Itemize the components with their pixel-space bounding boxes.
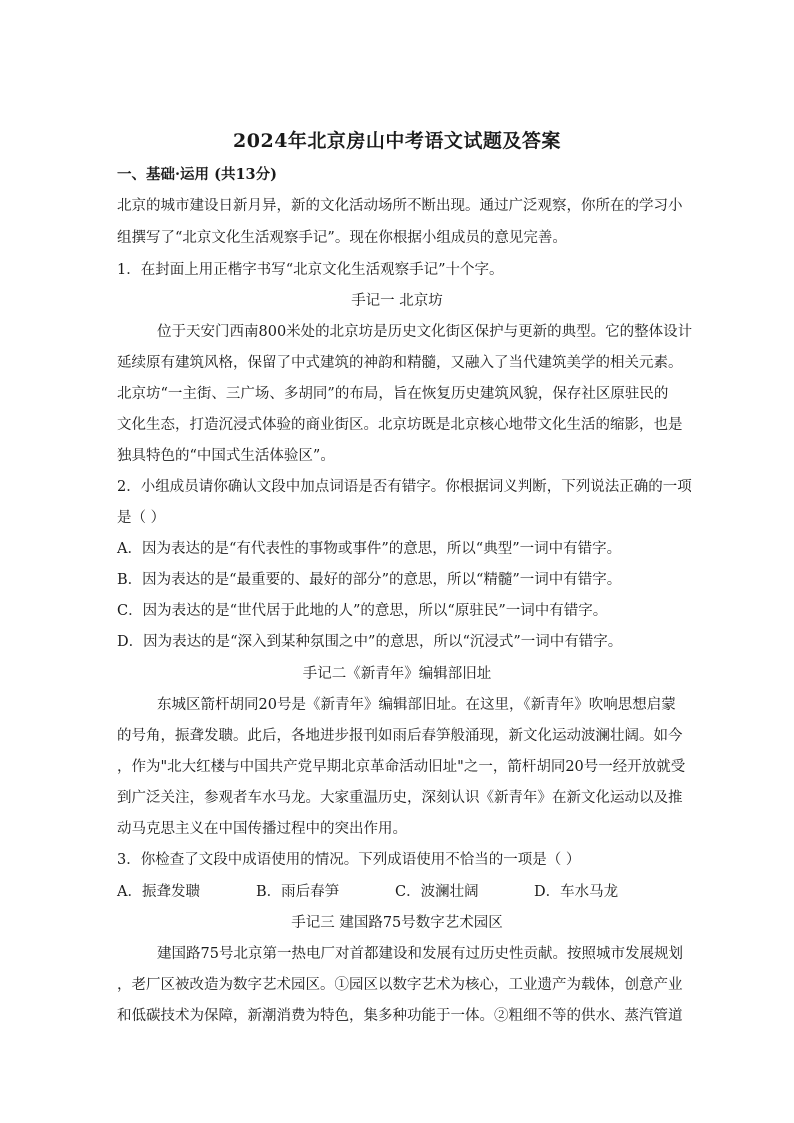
note-3-line-3: 和低碳技术为保障，新潮消费为特色，集多种功能于一体。②粗细不等的供水、蒸汽管道: [117, 1008, 683, 1024]
q3-option-b: B．雨后春笋: [256, 884, 340, 900]
q2-option-c: C．因为表达的是“世代居于此地的人”的意思，所以“原驻民”一词中有错字。: [117, 603, 608, 619]
q2-option-b: B．因为表达的是“最重要的、最好的部分”的意思，所以“精髓”一词中有错字。: [117, 572, 622, 588]
note-1-title: 手记一 北京坊: [351, 293, 443, 309]
q3-option-c: C．波澜壮阔: [395, 884, 479, 900]
note-1-line-4: 文化生态，打造沉浸式体验的商业街区。北京坊既是北京核心地带文化生活的缩影，也是: [117, 417, 683, 433]
note-1-line-2: 延续原有建筑风格，保留了中式建筑的神韵和精髓，又融入了当代建筑美学的相关元素。: [117, 355, 683, 371]
intro-line-1: 北京的城市建设日新月异，新的文化活动场所不断出现。通过广泛观察，你所在的学习小: [117, 198, 683, 214]
question-3: 3．你检查了文段中成语使用的情况。下列成语使用不恰当的一项是（ ）: [117, 852, 581, 868]
note-1-line-3: 北京坊“一主街、三广场、多胡同”的布局，旨在恢复历史建筑风貌，保存社区原驻民的: [117, 386, 669, 402]
note-2-line-5: 动马克思主义在中国传播过程中的突出作用。: [117, 821, 407, 837]
note-2-line-1: 东城区箭杆胡同20号是《新青年》编辑部旧址。在这里，《新青年》吹响思想启蒙: [157, 697, 676, 713]
note-3-line-2: ，老厂区被改造为数字艺术园区。①园区以数字艺术为核心，工业遗产为载体，创意产业: [117, 977, 683, 993]
question-2-line-1: 2．小组成员请你确认文段中加点词语是否有错字。你根据词义判断，下列说法正确的一项: [117, 479, 692, 495]
intro-line-2: 组撰写了“北京文化生活观察手记”。现在你根据小组成员的意见完善。: [117, 230, 567, 246]
note-2-title: 手记二《新青年》编辑部旧址: [302, 666, 492, 682]
note-1-line-1: 位于天安门西南800米处的北京坊是历史文化街区保护与更新的典型。它的整体设计: [157, 324, 693, 340]
note-1-line-5: 独具特色的“中国式生活体验区”。: [117, 448, 335, 464]
note-2-line-4: 到广泛关注，参观者车水马龙。大家重温历史，深刻认识《新青年》在新文化运动以及推: [117, 790, 683, 806]
question-2-line-2: 是（ ）: [117, 510, 166, 526]
q2-option-a: A．因为表达的是“有代表性的事物或事件”的意思，所以“典型”一词中有错字。: [117, 541, 622, 557]
q3-option-a: A．振聋发聩: [117, 884, 200, 900]
note-3-title: 手记三 建国路75号数字艺术园区: [291, 915, 503, 931]
question-1: 1．在封面上用正楷字书写“北京文化生活观察手记”十个字。: [117, 262, 504, 278]
section-heading: 一、基础·运用 (共13分): [117, 166, 277, 183]
note-2-line-3: ，作为"北大红楼与中国共产党早期北京革命活动旧址"之一，箭杆胡同20号一经开放就受: [117, 759, 686, 775]
document-title: 2024年北京房山中考语文试题及答案: [233, 130, 561, 152]
q2-option-d: D．因为表达的是“深入到某种氛围之中”的意思，所以“沉浸式”一词中有错字。: [117, 634, 623, 650]
note-3-line-1: 建国路75号北京第一热电厂对首都建设和发展有过历史性贡献。按照城市发展规划: [157, 946, 683, 962]
q3-option-d: D．车水马龙: [534, 884, 619, 900]
note-2-line-2: 的号角，振聋发聩。此后，各地进步报刊如雨后春笋般涌现，新文化运动波澜壮阔。如今: [117, 728, 683, 744]
